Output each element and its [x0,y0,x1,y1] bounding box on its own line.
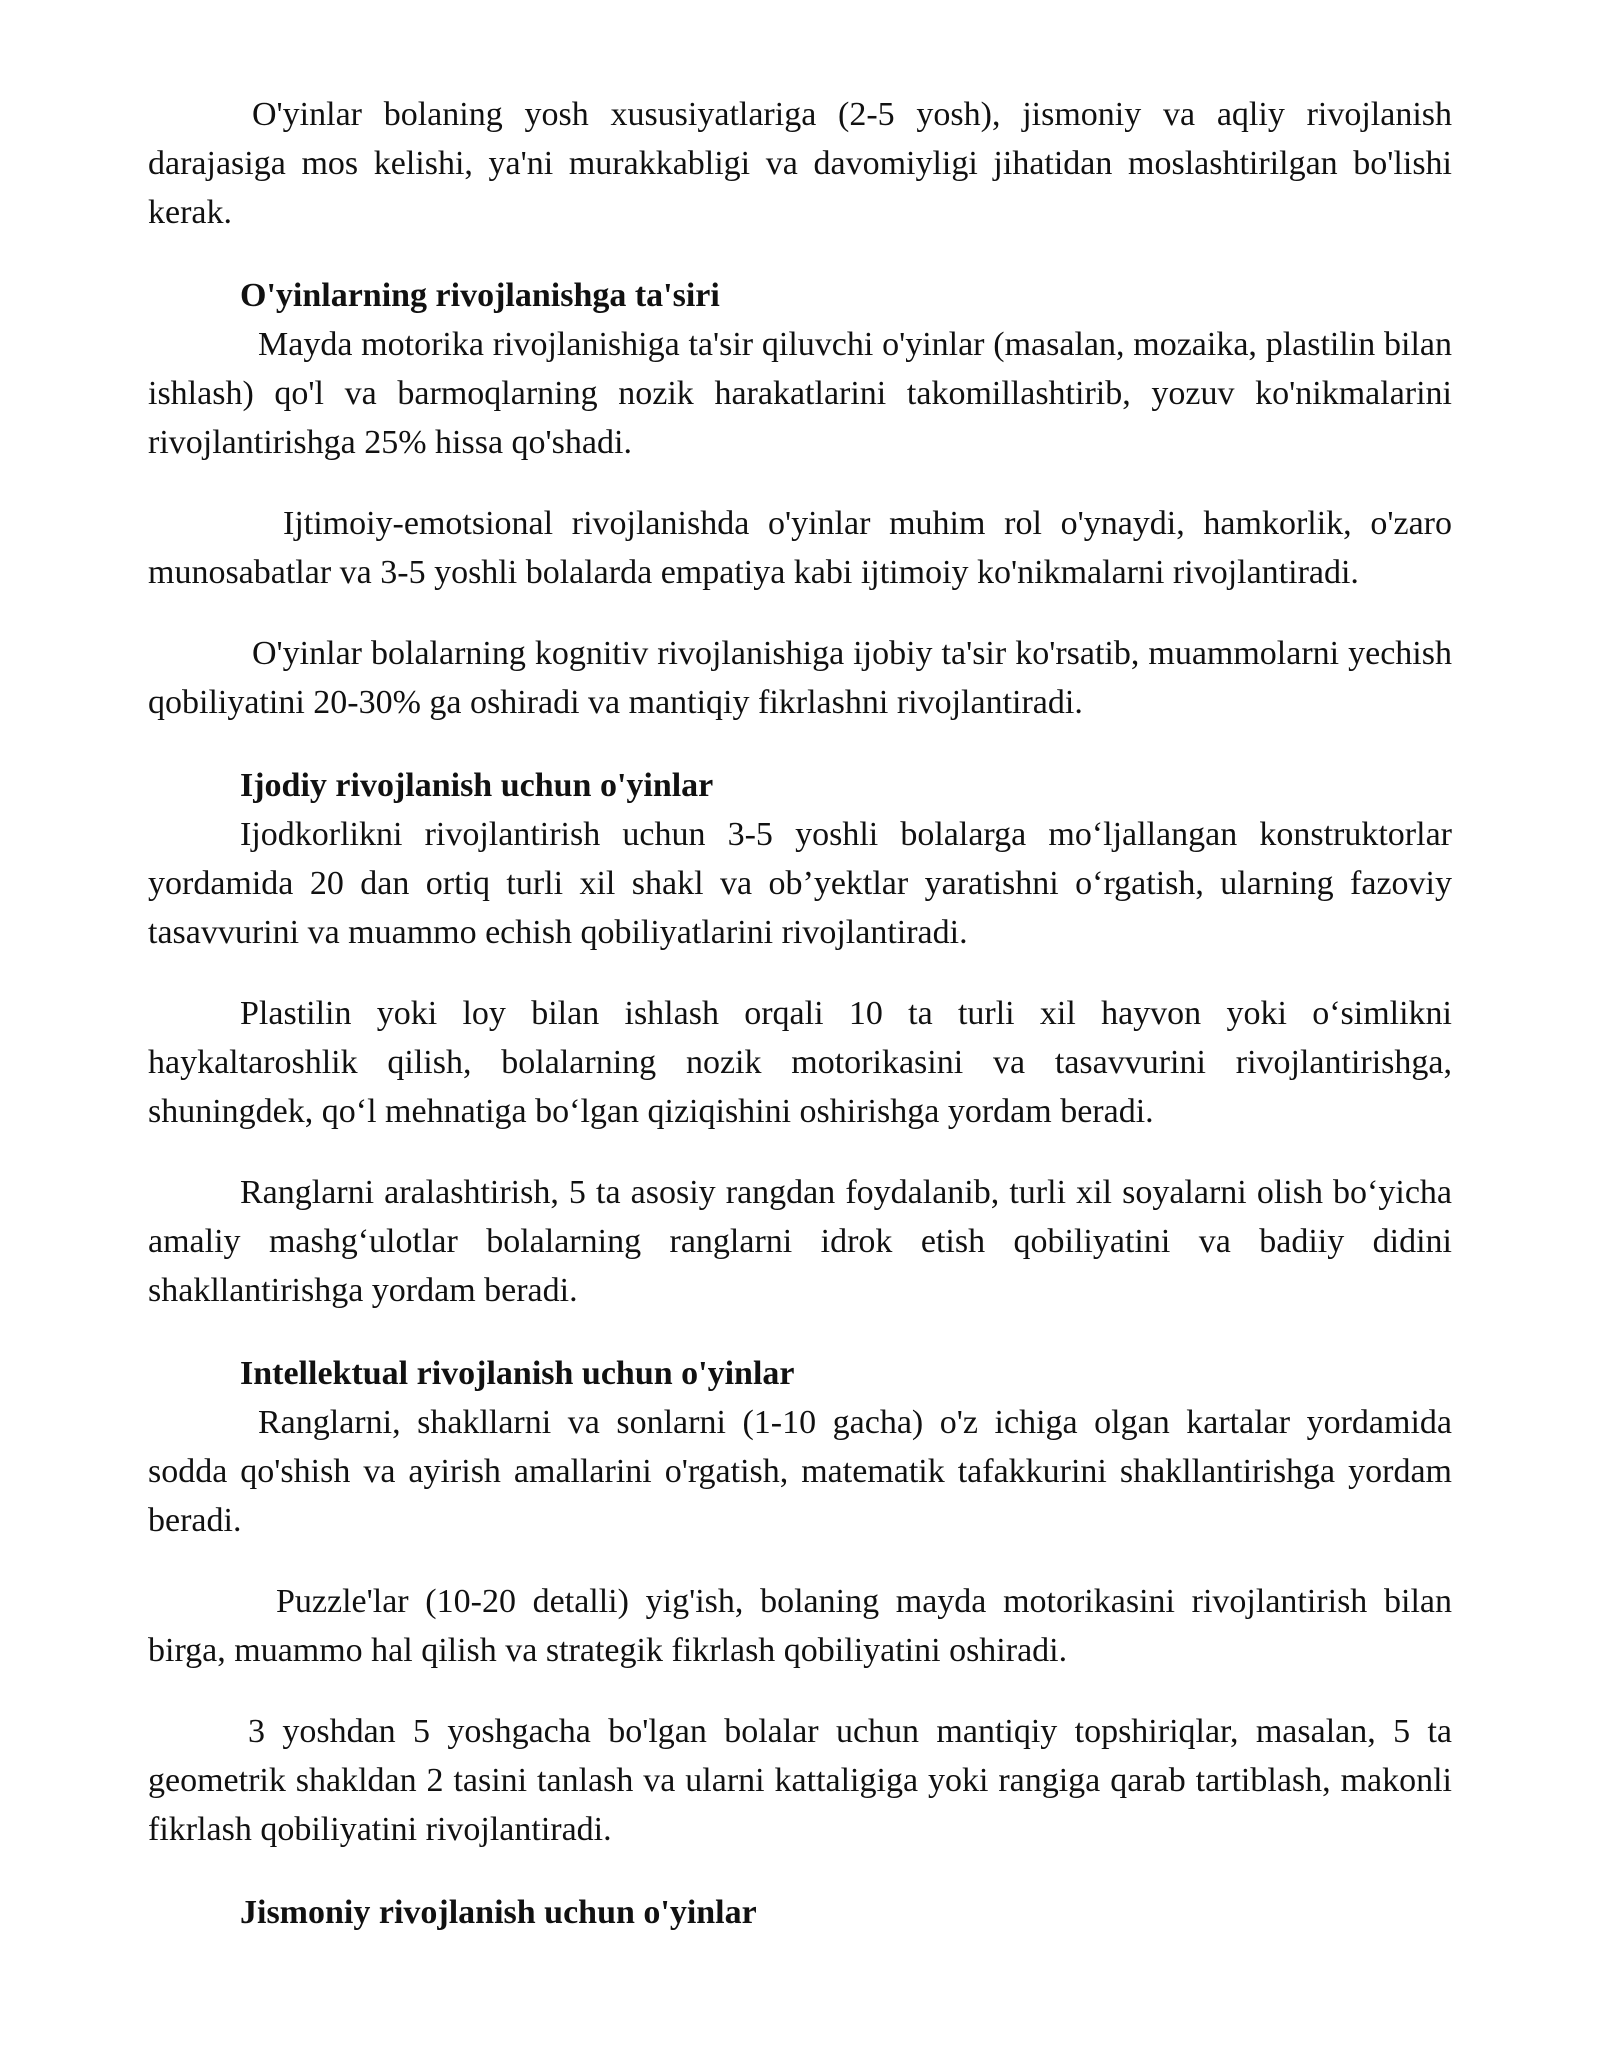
spacer [148,1854,1452,1888]
spacer [148,1545,1452,1577]
spacer [148,957,1452,989]
paragraph-color-mixing: Ranglarni aralashtirish, 5 ta asosiy rangdan foydalanib, turli xil soyalarni olish bo‘yicha amaliy mashg‘ulotlar bolalarning ranglarni idrok etish qobiliyatini va badiiy didini shakllantirishga yordam beradi. [148,1174,1452,1309]
heading-creative-development: Ijodiy rivojlanish uchun o'yinlar [240,767,714,804]
spacer [148,1136,1452,1168]
heading-development-impact: O'yinlarning rivojlanishga ta'siri [240,277,720,314]
paragraph-age-suitability: O'yinlar bolaning yosh xususiyatlariga (2-5 yosh), jismoniy va aqliy rivojlanish darajasiga mos kelishi, ya'ni murakkabligi va davomiyligi jihatidan moslashtirilgan bo'lishi kerak. [148,96,1452,231]
paragraph-logic-tasks: 3 yoshdan 5 yoshgacha bo'lgan bolalar uchun mantiqiy topshiriqlar, masalan, 5 ta geometrik shakldan 2 tasini tanlash va ularni kattaligiga yoki rangiga qarab tartiblash, makonli fikrlash qobiliyatini rivojlantiradi. [148,1713,1452,1848]
spacer [148,727,1452,761]
spacer [148,467,1452,499]
paragraph-cards: Ranglarni, shakllarni va sonlarni (1-10 gacha) o'z ichiga olgan kartalar yordamida sodda qo'shish va ayirish amallarini o'rgatish, matematik tafakkurini shakllantirishga yordam beradi. [148,1404,1452,1539]
paragraph-puzzles: Puzzle'lar (10-20 detalli) yig'ish, bolaning mayda motorikasini rivojlantirish bilan birga, muammo hal qilish va strategik fikrlash qobiliyatini oshiradi. [148,1583,1452,1669]
heading-intellectual-development: Intellektual rivojlanish uchun o'yinlar [240,1355,795,1392]
paragraph-cognitive: O'yinlar bolalarning kognitiv rivojlanishiga ijobiy ta'sir ko'rsatib, muammolarni yechish qobiliyatini 20-30% ga oshiradi va mantiqiy fikrlashni rivojlantiradi. [148,635,1452,721]
paragraph-fine-motor: Mayda motorika rivojlanishiga ta'sir qiluvchi o'yinlar (masalan, mozaika, plastilin bilan ishlash) qo'l va barmoqlarning nozik harakatlarini takomillashtirib, yozuv ko'nikmalarini rivojlantirishga 25% hissa qo'shadi. [148,326,1452,461]
spacer [148,1675,1452,1707]
heading-physical-development: Jismoniy rivojlanish uchun o'yinlar [240,1894,757,1931]
spacer [148,597,1452,629]
spacer [148,1315,1452,1349]
paragraph-social-emotional: Ijtimoiy-emotsional rivojlanishda o'yinlar muhim rol o'ynaydi, hamkorlik, o'zaro munosabatlar va 3-5 yoshli bolalarda empatiya kabi ijtimoiy ko'nikmalarni rivojlantiradi. [148,505,1452,591]
document-body [148,90,1452,1937]
paragraph-plasticine: Plastilin yoki loy bilan ishlash orqali 10 ta turli xil hayvon yoki o‘simlikni haykaltaroshlik qilish, bolalarning nozik motorikasini va tasavvurini rivojlantirishga, shuningdek, qo‘l mehnatiga bo‘lgan qiziqishini oshirishga yordam beradi. [148,995,1452,1130]
spacer [148,237,1452,271]
paragraph-constructors: Ijodkorlikni rivojlantirish uchun 3-5 yoshli bolalarga mo‘ljallangan konstruktorlar yordamida 20 dan ortiq turli xil shakl va ob’yektlar yaratishni o‘rgatish, ularning fazoviy tasavvurini va muammo echish qobiliyatlarini rivojlantiradi. [148,816,1452,951]
